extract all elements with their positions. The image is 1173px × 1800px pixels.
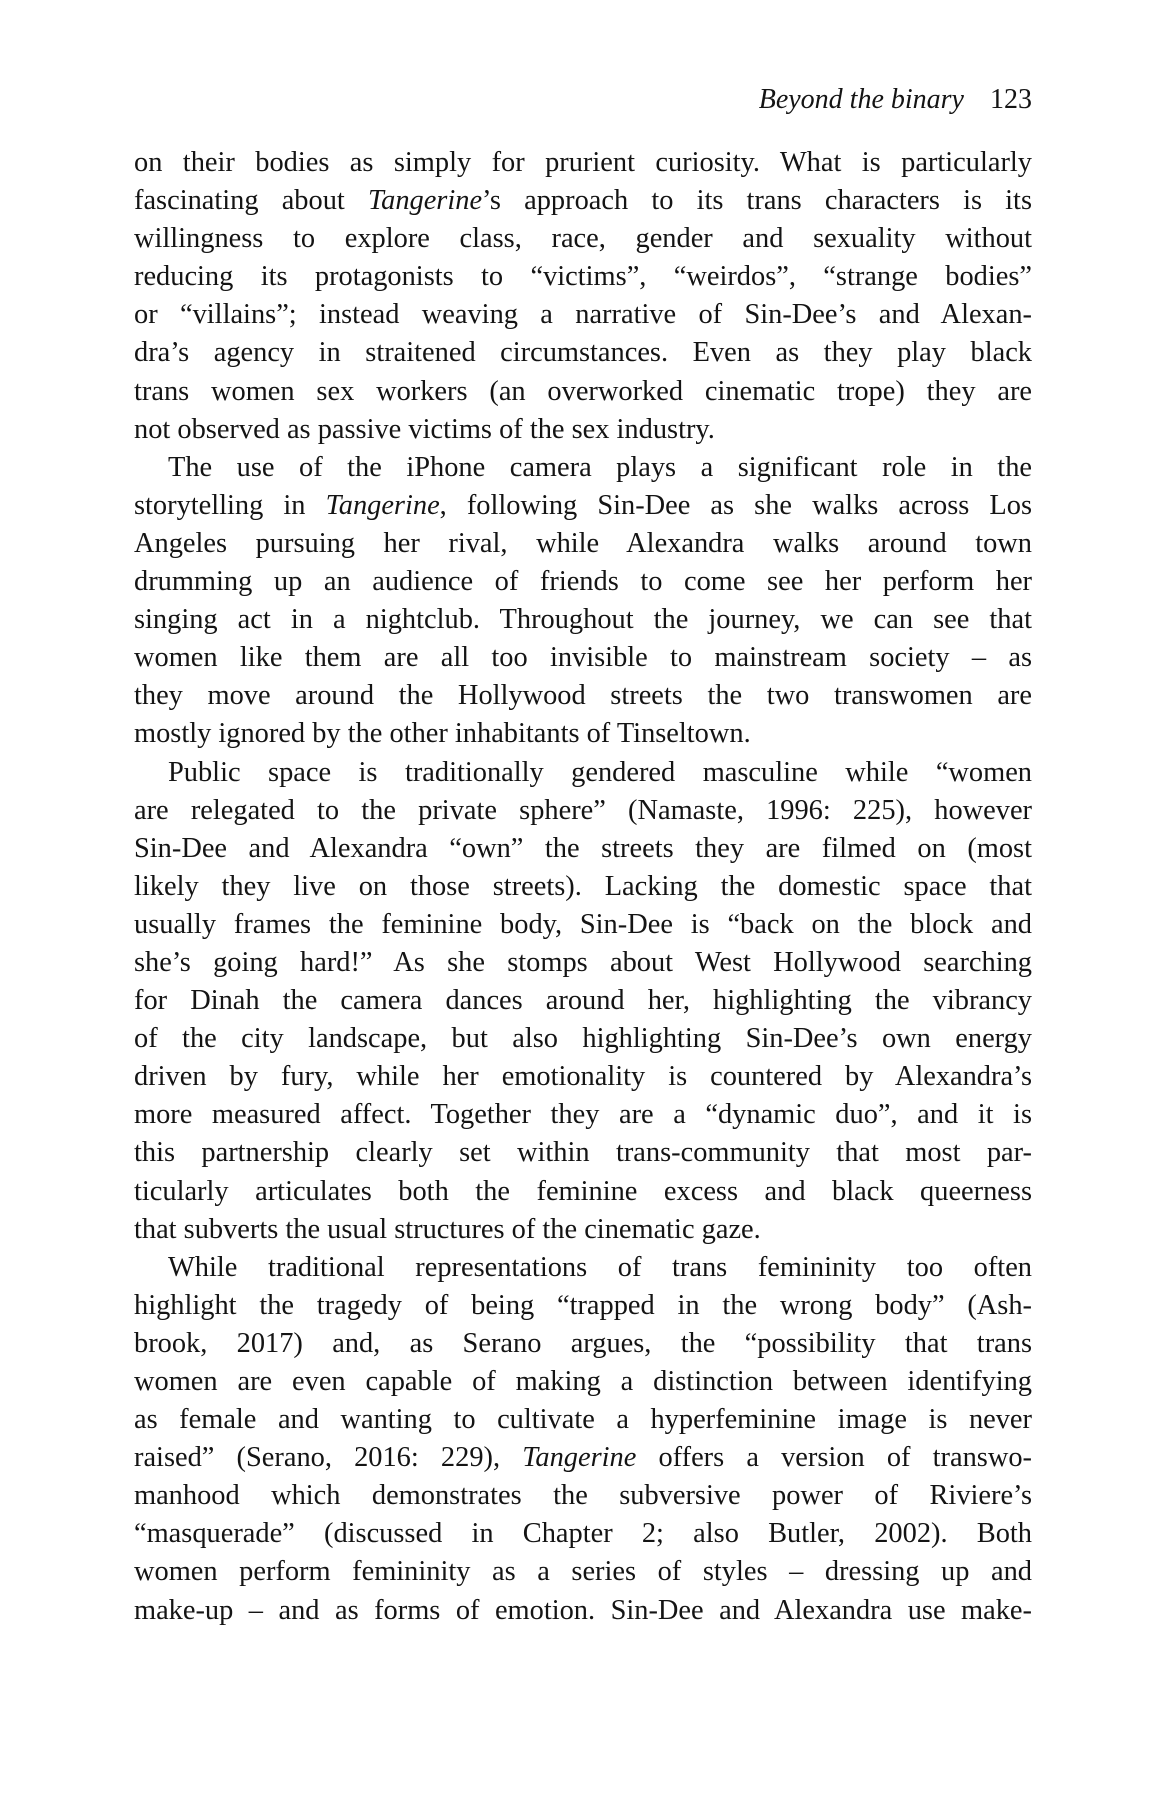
text-run: reducing its protagonists to “victims”, “weirdos”, “strange bodies” — [134, 261, 1032, 293]
text-line — [134, 182, 1032, 220]
text-run: women like them are all too invisible to mainstream society – as — [134, 642, 1032, 674]
running-head-title: Beyond the binary — [758, 84, 964, 115]
text-run: are relegated to the private sphere” (Namaste, 1996: 225), however — [134, 794, 1032, 826]
body-text — [134, 144, 1032, 1630]
text-line — [134, 906, 1032, 944]
text-run: make-up – and as forms of emotion. Sin-Dee and Alexandra use make- — [134, 1594, 1032, 1626]
text-line — [134, 525, 1032, 563]
text-run: dra’s agency in straitened circumstances. Even as they play black — [134, 337, 1032, 369]
text-run: manhood which demonstrates the subversive power of Riviere’s — [134, 1480, 1032, 1512]
text-line — [134, 982, 1032, 1020]
paragraph — [134, 144, 1032, 449]
text-run: , following Sin-Dee as she walks across Los — [439, 489, 1032, 521]
text-line — [134, 449, 1032, 487]
text-line — [134, 1592, 1032, 1630]
text-run: usually frames the feminine body, Sin-Dee is “back on the block and — [134, 908, 1032, 940]
text-line — [134, 411, 1032, 449]
text-run: trans women sex workers (an overworked cinematic trope) they are — [134, 375, 1032, 407]
italic-title: Tangerine — [367, 185, 483, 217]
paragraph — [134, 754, 1032, 1249]
running-head — [134, 82, 1032, 118]
text-run: fascinating about — [134, 185, 368, 217]
text-line — [134, 144, 1032, 182]
text-run: as female and wanting to cultivate a hyperfeminine image is never — [134, 1404, 1032, 1436]
text-run: or “villains”; instead weaving a narrative of Sin-Dee’s and Alexan- — [134, 299, 1032, 331]
text-run: more measured affect. Together they are a “dynamic duo”, and it is — [134, 1099, 1032, 1131]
text-run: driven by fury, while her emotionality is countered by Alexandra’s — [134, 1061, 1032, 1093]
text-run: Angeles pursuing her rival, while Alexandra walks around town — [134, 527, 1032, 559]
text-line — [134, 1134, 1032, 1172]
text-line — [134, 1287, 1032, 1325]
text-line — [134, 373, 1032, 411]
text-line — [134, 639, 1032, 677]
text-run: she’s going hard!” As she stomps about West Hollywood searching — [134, 946, 1032, 978]
text-run: women are even capable of making a distinction between identifying — [134, 1366, 1032, 1397]
text-line — [134, 334, 1032, 372]
text-line — [134, 1477, 1032, 1515]
text-line — [134, 1211, 1032, 1249]
text-run: “masquerade” (discussed in Chapter 2; also Butler, 2002). Both — [134, 1518, 1032, 1550]
text-line — [134, 1249, 1032, 1287]
text-line — [134, 296, 1032, 334]
text-run: they move around the Hollywood streets the two transwomen are — [134, 680, 1032, 712]
text-line — [134, 1325, 1032, 1363]
text-line — [134, 1439, 1032, 1477]
text-run: on their bodies as simply for prurient curiosity. What is particularly — [134, 147, 1032, 178]
text-run: not observed as passive victims of the sex industry. — [134, 413, 715, 445]
text-run: While traditional representations of trans femininity too often — [168, 1251, 1032, 1283]
text-line — [134, 601, 1032, 639]
text-line — [134, 830, 1032, 868]
text-line — [134, 1363, 1032, 1401]
text-line — [134, 677, 1032, 715]
text-run: highlight the tragedy of being “trapped in the wrong body” (Ash- — [134, 1289, 1032, 1321]
paragraph — [134, 449, 1032, 754]
italic-title: Tangerine — [325, 489, 440, 521]
text-run: ticularly articulates both the feminine excess and black queerness — [134, 1175, 1032, 1207]
text-line — [134, 944, 1032, 982]
text-line — [134, 563, 1032, 601]
text-run: storytelling in — [134, 489, 326, 521]
text-line — [134, 1515, 1032, 1553]
page-number: 123 — [990, 84, 1032, 115]
text-run: willingness to explore class, race, gender and sexuality without — [134, 223, 1032, 255]
text-run: mostly ignored by the other inhabitants of Tinseltown. — [134, 718, 751, 750]
text-run: raised” (Serano, 2016: 229), — [134, 1442, 523, 1474]
text-line — [134, 258, 1032, 296]
text-line — [134, 1553, 1032, 1591]
text-run: drumming up an audience of friends to come see her perform her — [134, 566, 1032, 598]
text-run: Public space is traditionally gendered masculine while “women — [168, 756, 1032, 788]
text-run: The use of the iPhone camera plays a significant role in the — [168, 451, 1032, 483]
text-run: singing act in a nightclub. Throughout the journey, we can see that — [134, 604, 1032, 636]
text-line — [134, 1058, 1032, 1096]
text-run: brook, 2017) and, as Serano argues, the “possibility that trans — [134, 1327, 1032, 1359]
text-line — [134, 792, 1032, 830]
text-run: Sin-Dee and Alexandra “own” the streets they are filmed on (most — [134, 832, 1032, 864]
text-line — [134, 868, 1032, 906]
italic-title: Tangerine — [522, 1442, 637, 1474]
text-run: this partnership clearly set within trans-community that most par- — [134, 1137, 1032, 1169]
text-run: for Dinah the camera dances around her, highlighting the vibrancy — [134, 985, 1032, 1017]
text-line — [134, 715, 1032, 753]
paragraph — [134, 1249, 1032, 1630]
text-line — [134, 1401, 1032, 1439]
text-line — [134, 487, 1032, 525]
text-line — [134, 754, 1032, 792]
text-line — [134, 1096, 1032, 1134]
text-line — [134, 1173, 1032, 1211]
text-run: ’s approach to its trans characters is its — [482, 185, 1032, 217]
text-run: that subverts the usual structures of the cinematic gaze. — [134, 1213, 761, 1245]
text-line — [134, 220, 1032, 258]
text-run: women perform femininity as a series of styles – dressing up and — [134, 1556, 1032, 1588]
text-line — [134, 1020, 1032, 1058]
text-run: likely they live on those streets). Lacking the domestic space that — [134, 870, 1032, 902]
text-run: offers a version of transwo- — [636, 1442, 1032, 1474]
text-run: of the city landscape, but also highlighting Sin-Dee’s own energy — [134, 1023, 1032, 1055]
